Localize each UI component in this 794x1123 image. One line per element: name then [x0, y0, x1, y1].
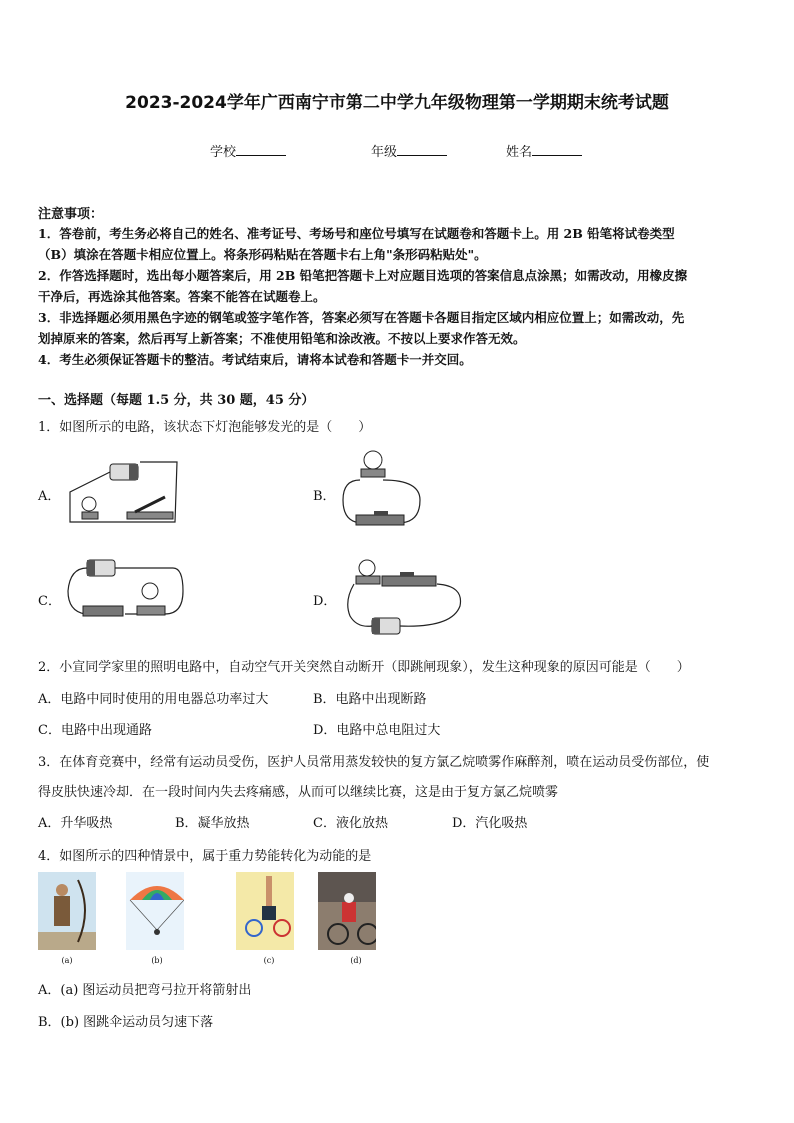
- q1-option-d-label[interactable]: D．: [313, 594, 337, 609]
- q4-option-a[interactable]: A．(a) 图运动员把弯弓拉开将箭射出: [38, 983, 252, 998]
- grade-label: 年级: [371, 145, 398, 160]
- notice-line: 4．考生必须保证答题卡的整洁。考试结束后，请将本试卷和答题卡一并交回。: [38, 352, 472, 367]
- diver-photo: [236, 872, 294, 950]
- school-field: [210, 141, 286, 160]
- name-blank[interactable]: [532, 143, 582, 156]
- school-blank[interactable]: [236, 143, 286, 156]
- q3-option-d[interactable]: D．汽化吸热: [452, 816, 528, 831]
- question-3-stem-line1: 3．在体育竞赛中，经常有运动员受伤，医护人员常用蒸发较快的复方氯乙烷喷雾作麻醉剂，喷在运动员受伤部位，使: [38, 755, 710, 770]
- section-heading: 一、选择题（每题 1.5 分，共 30 题，45 分）: [38, 393, 315, 408]
- question-4-stem: 4．如图所示的四种情景中，属于重力势能转化为动能的是: [38, 849, 372, 864]
- parachute-photo: [126, 872, 184, 950]
- notice-line: 划掉原来的答案，然后再写上新答案；不准使用铅笔和涂改液。不按以上要求作答无效。: [38, 331, 526, 346]
- notice-line: 2．作答选择题时，选出每小题答案后，用 2B 铅笔把答题卡上对应题目选项的答案信息点涂黑；如需改动，用橡皮擦: [38, 268, 688, 283]
- notice-line: 3．非选择题必须用黑色字迹的钢笔或签字笔作答，答案必须写在答题卡各题目指定区域内相应位置上；如需改动，先: [38, 310, 685, 325]
- question-2-stem: 2．小宣同学家里的照明电路中，自动空气开关突然自动断开（即跳闸现象），发生这种现象的原因可能是（ ）: [38, 660, 690, 675]
- circuit-diagram-a: [65, 452, 185, 527]
- photo-caption: (c): [263, 956, 275, 965]
- circuit-diagram-d: [342, 556, 467, 641]
- circuit-diagram-c: [65, 556, 185, 626]
- name-field: [506, 141, 582, 160]
- q2-option-d[interactable]: D．电路中总电阻过大: [313, 723, 441, 738]
- school-label: 学校: [210, 145, 237, 160]
- q2-option-c[interactable]: C．电路中出现通路: [38, 723, 152, 738]
- exam-title: 2023-2024学年广西南宁市第二中学九年级物理第一学期期末统考试题: [125, 93, 669, 113]
- notice-line: 干净后，再选涂其他答案。答案不能答在试题卷上。: [38, 289, 326, 304]
- photo-caption: (b): [151, 956, 163, 965]
- notice-line: 1．答卷前，考生务必将自己的姓名、准考证号、考场号和座位号填写在试题卷和答题卡上。用 2B 铅笔将试卷类型: [38, 226, 675, 241]
- question-1-stem: 1．如图所示的电路，该状态下灯泡能够发光的是（ ）: [38, 420, 372, 435]
- q3-option-a[interactable]: A．升华吸热: [38, 816, 113, 831]
- q4-option-b[interactable]: B．(b) 图跳伞运动员匀速下落: [38, 1015, 214, 1030]
- notice-line: （B）填涂在答题卡相应位置上。将条形码粘贴在答题卡右上角"条形码粘贴处"。: [38, 247, 487, 262]
- q3-option-c[interactable]: C．液化放热: [313, 816, 388, 831]
- photo-caption: (d): [350, 956, 362, 965]
- q1-option-c-label[interactable]: C．: [38, 594, 61, 609]
- circuit-diagram-b: [338, 445, 428, 535]
- question-3-stem-line2: 得皮肤快速冷却．在一段时间内失去疼痛感，从而可以继续比赛，这是由于复方氯乙烷喷雾: [38, 785, 559, 800]
- grade-field: [371, 141, 447, 160]
- scene-photos: [38, 872, 394, 968]
- grade-blank[interactable]: [397, 143, 447, 156]
- q1-option-a-label[interactable]: A．: [38, 489, 61, 504]
- q1-option-b-label[interactable]: B．: [313, 489, 336, 504]
- cyclists-photo: [318, 872, 376, 950]
- q2-option-b[interactable]: B．电路中出现断路: [313, 692, 427, 707]
- notice-heading: 注意事项：: [38, 207, 104, 222]
- photo-caption: (a): [61, 956, 73, 965]
- q2-option-a[interactable]: A．电路中同时使用的用电器总功率过大: [38, 692, 269, 707]
- q3-option-b[interactable]: B．凝华放热: [175, 816, 250, 831]
- name-label: 姓名: [506, 145, 533, 160]
- archer-photo: [38, 872, 96, 950]
